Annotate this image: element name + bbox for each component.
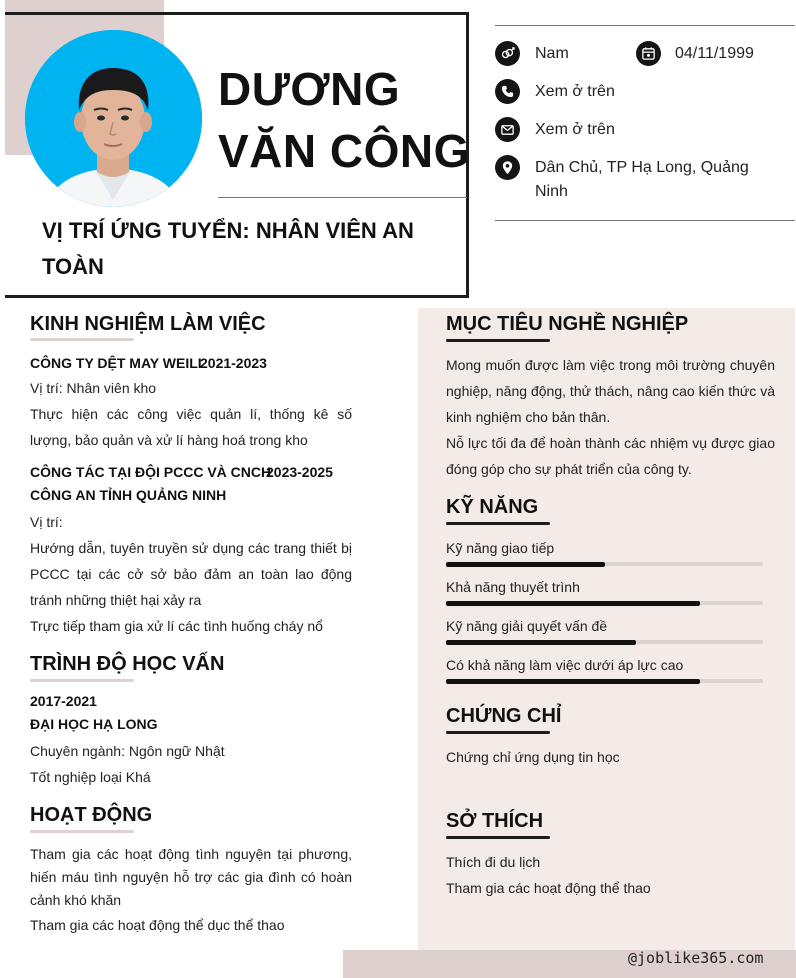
location-icon xyxy=(495,155,520,180)
phone-value: Xem ở trên xyxy=(535,83,615,100)
candidate-name xyxy=(218,58,470,182)
hobbies-title: SỞ THÍCH xyxy=(446,810,544,832)
objective-title: MỤC TIÊU NGHỀ NGHIỆP xyxy=(446,313,689,335)
job2-company-line2: CÔNG AN TỈNH QUẢNG NINH xyxy=(30,487,227,503)
portrait-photo xyxy=(25,30,202,207)
skill-bar-fill xyxy=(446,679,700,684)
activity-item-2: Tham gia các hoạt động thể dục thể thao xyxy=(30,917,285,933)
job2-description-1: Hướng dẫn, tuyên truyền sử dụng các trang thiết bị PCCC tại các cở sở bảo đảm an toàn lao động tránh những thiệt hại xảy ra xyxy=(30,540,352,608)
job2-role: Vị trí: xyxy=(30,514,63,530)
objective-paragraph-2: Nỗ lực tối đa để hoàn thành các nhiệm vụ được giao đóng góp cho sự phát triển của công ty. xyxy=(446,435,775,477)
job1-description: Thực hiện các công việc quản lí, thống kê số lượng, bảo quản và xử lí hàng hoá trong kho xyxy=(30,406,352,448)
skill-label: Khả năng thuyết trình xyxy=(446,579,580,595)
certificates-underline xyxy=(446,731,550,734)
email-value: Xem ở trên xyxy=(535,121,615,138)
skills-underline xyxy=(446,522,550,525)
skill-bar-track xyxy=(446,562,763,566)
hobby-item-2: Tham gia các hoạt động thể thao xyxy=(446,880,651,896)
education-title: TRÌNH ĐỘ HỌC VẤN xyxy=(30,653,225,675)
skill-bar-track xyxy=(446,601,763,605)
education-school: ĐẠI HỌC HẠ LONG xyxy=(30,716,158,732)
address-value: Dân Chủ, TP Hạ Long, Quảng Ninh xyxy=(535,159,749,200)
gender-value: Nam xyxy=(535,45,569,62)
job2-description-2: Trực tiếp tham gia xử lí các tình huống cháy nổ xyxy=(30,618,323,634)
skill-bar-track xyxy=(446,640,763,644)
job1-role: Vị trí: Nhân viên kho xyxy=(30,380,157,396)
watermark-text: @joblike365.com xyxy=(628,949,764,967)
skill-label: Kỹ năng giải quyết vấn đề xyxy=(446,618,608,634)
job2-period: 2023-2025 xyxy=(266,464,333,480)
skill-label: Có khả năng làm việc dưới áp lực cao xyxy=(446,657,684,673)
skill-bar-track xyxy=(446,679,763,683)
birthday-value: 04/11/1999 xyxy=(675,45,754,62)
job1-company: CÔNG TY DỆT MAY WEILI xyxy=(30,355,202,371)
skill-bar-fill xyxy=(446,562,605,567)
gender-icon xyxy=(495,41,520,66)
contact-divider-top xyxy=(495,25,795,26)
experience-underline xyxy=(30,338,134,341)
contact-divider-bottom xyxy=(495,220,795,221)
skill-label: Kỹ năng giao tiếp xyxy=(446,540,555,556)
experience-title: KINH NGHIỆM LÀM VIỆC xyxy=(30,313,266,335)
job1-period: 2021-2023 xyxy=(200,355,267,371)
hobbies-underline xyxy=(446,836,550,839)
email-icon xyxy=(495,117,520,142)
skill-bar-fill xyxy=(446,601,700,606)
education-underline xyxy=(30,679,134,682)
hobby-item-1: Thích đi du lịch xyxy=(446,854,541,870)
applied-position: VỊ TRÍ ỨNG TUYỂN: NHÂN VIÊN AN TOÀN xyxy=(42,218,414,279)
education-period: 2017-2021 xyxy=(30,693,97,709)
skills-title: KỸ NĂNG xyxy=(446,496,539,518)
objective-underline xyxy=(446,339,550,342)
education-grade: Tốt nghiệp loại Khá xyxy=(30,769,151,785)
avatar xyxy=(25,30,202,207)
activities-title: HOẠT ĐỘNG xyxy=(30,804,153,826)
name-line-1: DƯƠNG xyxy=(218,63,401,115)
name-line-2: VĂN CÔNG xyxy=(218,125,470,177)
name-divider xyxy=(218,197,467,198)
calendar-icon xyxy=(636,41,661,66)
activity-item-1: Tham gia các hoạt động tình nguyện tại phương, hiến máu tình nguyện hỗ trợ các gia đình có hoàn cảnh khó khăn xyxy=(30,846,352,908)
education-major: Chuyên ngành: Ngôn ngữ Nhật xyxy=(30,743,225,759)
objective-paragraph-1: Mong muốn được làm việc trong môi trường chuyên nghiệp, năng động, thử thách, nâng cao kiến thức và kinh nghiệm cho bản thân. xyxy=(446,357,775,425)
phone-icon xyxy=(495,79,520,104)
skill-bar-fill xyxy=(446,640,636,645)
activities-underline xyxy=(30,830,134,833)
job2-company-line1: CÔNG TÁC TẠI ĐỘI PCCC VÀ CNCH xyxy=(30,464,272,480)
certificate-item-1: Chứng chỉ ứng dụng tin học xyxy=(446,749,620,765)
certificates-title: CHỨNG CHỈ xyxy=(446,705,562,727)
